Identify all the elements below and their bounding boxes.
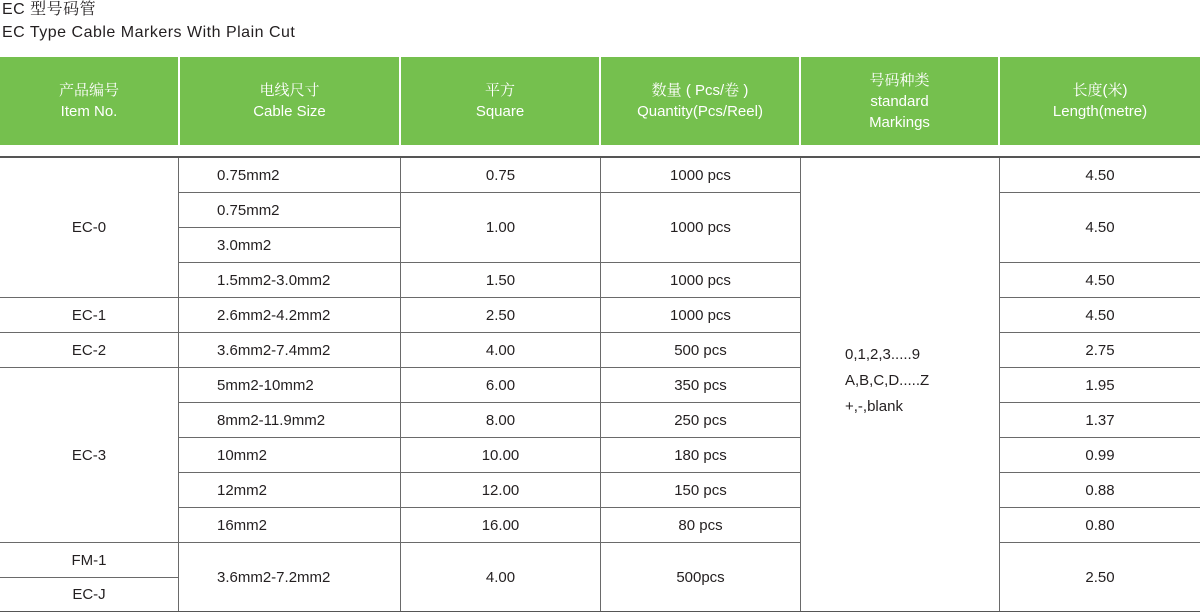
item-cell — [0, 368, 178, 543]
cable-size-cell — [179, 508, 400, 543]
item-cell — [0, 543, 178, 578]
cable-size-value: 16mm2 — [217, 516, 268, 534]
quantity-cell — [601, 403, 800, 438]
square-value: 0.75 — [485, 166, 516, 184]
cable-size-cell — [179, 473, 400, 508]
length-cell — [1000, 298, 1200, 333]
cable-size-value: 3.6mm2-7.4mm2 — [217, 341, 331, 359]
quantity-value: 500pcs — [676, 568, 725, 586]
cable-size-cell — [179, 438, 400, 473]
markings-cell — [845, 342, 929, 420]
header-en: Item No. — [60, 103, 118, 120]
quantity-cell — [601, 473, 800, 508]
header-item-no — [0, 57, 178, 145]
length-cell — [1000, 438, 1200, 473]
header-length — [1000, 57, 1200, 145]
table-bottom-rule — [0, 611, 1200, 612]
cable-size-cell — [179, 403, 400, 438]
length-value: 0.99 — [1085, 446, 1115, 464]
header-markings — [801, 57, 998, 145]
length-cell — [1000, 193, 1200, 263]
quantity-value: 80 pcs — [678, 516, 723, 534]
column-divider — [800, 158, 801, 611]
square-cell — [401, 193, 600, 263]
quantity-cell — [601, 508, 800, 543]
item-cell — [0, 578, 178, 611]
page-title-cn: EC 型号码管 — [2, 1, 97, 18]
header-cn: 号码种类 — [869, 71, 930, 89]
header-cn: 数量 ( Pcs/卷 ) — [651, 82, 749, 99]
length-value: 4.50 — [1085, 306, 1115, 324]
header-en: Length(metre) — [1052, 103, 1148, 120]
square-value: 10.00 — [481, 446, 520, 464]
page-title-en: EC Type Cable Markers With Plain Cut — [2, 24, 296, 41]
length-value: 2.50 — [1085, 568, 1115, 586]
square-value: 2.50 — [485, 306, 516, 324]
quantity-value: 180 pcs — [674, 446, 727, 464]
length-value: 0.80 — [1085, 516, 1115, 534]
square-value: 1.00 — [485, 219, 516, 236]
cable-size-cell — [179, 263, 400, 298]
item-cell — [0, 298, 178, 333]
length-value: 4.50 — [1085, 271, 1115, 289]
cable-size-value: 10mm2 — [217, 446, 268, 464]
quantity-cell — [601, 298, 800, 333]
length-cell — [1000, 473, 1200, 508]
square-value: 12.00 — [481, 481, 520, 499]
header-en: Cable Size — [253, 103, 326, 120]
cable-size-cell — [179, 333, 400, 368]
quantity-value: 150 pcs — [674, 481, 727, 499]
header-square — [401, 57, 599, 145]
cable-size-value: 3.6mm2-7.2mm2 — [217, 568, 331, 586]
quantity-value: 350 pcs — [674, 376, 727, 394]
marking-letters: A,B,C,D.....Z — [845, 372, 930, 389]
cable-size-value: 8mm2-11.9mm2 — [217, 411, 326, 429]
square-cell — [401, 403, 600, 438]
item-cell — [0, 158, 178, 298]
length-value: 1.95 — [1085, 376, 1115, 394]
cable-size-cell — [179, 543, 400, 611]
item-label: EC-J — [72, 586, 106, 603]
cable-size-cell — [179, 193, 400, 228]
length-cell — [1000, 368, 1200, 403]
header-cable-size — [180, 57, 399, 145]
length-cell — [1000, 158, 1200, 193]
marking-symbols: +,-,blank — [845, 398, 903, 415]
cable-size-value: 2.6mm2-4.2mm2 — [217, 306, 331, 324]
length-cell — [1000, 263, 1200, 298]
length-value: 4.50 — [1085, 219, 1115, 236]
length-cell — [1000, 333, 1200, 368]
item-label: FM-1 — [71, 551, 107, 569]
square-value: 16.00 — [481, 516, 520, 534]
marking-digits: 0,1,2,3.....9 — [845, 346, 921, 363]
header-cn: 长度(米) — [1072, 82, 1128, 99]
quantity-cell — [601, 438, 800, 473]
square-cell — [401, 508, 600, 543]
header-en2: Markings — [869, 113, 930, 131]
cable-size-value: 0.75mm2 — [217, 166, 280, 184]
header-cn: 产品编号 — [58, 82, 119, 99]
square-cell — [401, 543, 600, 611]
header-en: Square — [475, 103, 525, 120]
square-cell — [401, 368, 600, 403]
item-label: EC-3 — [71, 446, 107, 464]
quantity-cell — [601, 193, 800, 263]
length-value: 4.50 — [1085, 166, 1115, 184]
length-cell — [1000, 508, 1200, 543]
quantity-cell — [601, 333, 800, 368]
header-cn: 电线尺寸 — [259, 82, 320, 99]
quantity-value: 500 pcs — [674, 341, 727, 359]
square-value: 1.50 — [485, 271, 516, 289]
quantity-cell — [601, 263, 800, 298]
header-cn: 平方 — [484, 82, 515, 99]
square-cell — [401, 438, 600, 473]
length-value: 1.37 — [1085, 411, 1115, 429]
quantity-cell — [601, 368, 800, 403]
length-cell — [1000, 403, 1200, 438]
square-cell — [401, 333, 600, 368]
cable-size-cell — [179, 368, 400, 403]
item-label: EC-2 — [71, 341, 107, 359]
cable-size-value: 0.75mm2 — [217, 201, 280, 219]
cable-size-value: 3.0mm2 — [217, 236, 272, 254]
header-en: Quantity(Pcs/Reel) — [637, 103, 763, 120]
quantity-value: 1000 pcs — [670, 271, 731, 289]
quantity-value: 1000 pcs — [670, 306, 731, 324]
square-value: 6.00 — [485, 376, 516, 394]
square-cell — [401, 263, 600, 298]
header-quantity — [601, 57, 799, 145]
cable-size-value: 1.5mm2-3.0mm2 — [217, 271, 331, 289]
quantity-cell — [601, 158, 800, 193]
length-value: 0.88 — [1085, 481, 1115, 499]
square-cell — [401, 158, 600, 193]
quantity-value: 1000 pcs — [670, 166, 731, 184]
item-label: EC-0 — [71, 219, 107, 236]
square-value: 4.00 — [485, 568, 516, 586]
item-cell — [0, 333, 178, 368]
quantity-value: 250 pcs — [674, 411, 727, 429]
cable-size-cell — [179, 158, 400, 193]
length-value: 2.75 — [1085, 341, 1115, 359]
quantity-cell — [601, 543, 800, 611]
quantity-value: 1000 pcs — [670, 219, 731, 236]
cable-size-value: 5mm2-10mm2 — [217, 376, 314, 394]
square-value: 8.00 — [485, 411, 516, 429]
header-en: standard — [870, 92, 929, 110]
square-cell — [401, 473, 600, 508]
cable-size-cell — [179, 298, 400, 333]
square-value: 4.00 — [485, 341, 516, 359]
cable-size-cell — [179, 228, 400, 263]
square-cell — [401, 298, 600, 333]
item-label: EC-1 — [71, 306, 107, 324]
length-cell — [1000, 543, 1200, 611]
cable-size-value: 12mm2 — [217, 481, 268, 499]
